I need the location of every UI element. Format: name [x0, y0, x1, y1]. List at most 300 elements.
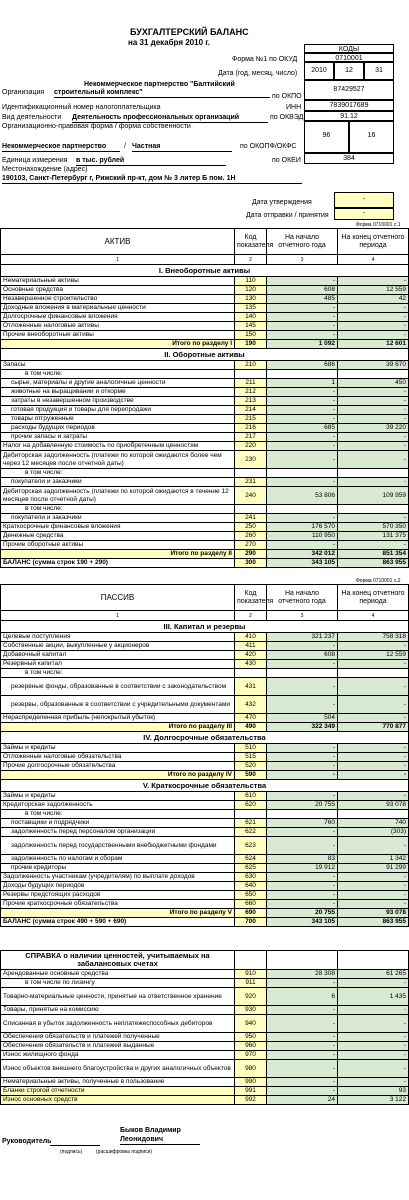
row-label: резервы, образованные в соответствии с учредительными документами	[1, 696, 235, 714]
col-num-3: 3	[267, 255, 338, 265]
asset-row	[1, 532, 409, 541]
row-value-start: -	[267, 837, 338, 855]
assets-header-row	[1, 229, 409, 255]
row-code: 623	[235, 837, 267, 855]
row-value-end: 93 078	[338, 801, 409, 810]
row-code: 210	[235, 361, 267, 370]
asset-row	[1, 406, 409, 415]
report-date: на 31 декабря 2010 г.	[128, 38, 210, 47]
row-value-end: -	[338, 478, 409, 487]
row-code: 110	[235, 277, 267, 286]
liability-row	[1, 771, 409, 780]
row-code: 420	[235, 651, 267, 660]
col-num-4: 4	[338, 255, 409, 265]
ref-title: СПРАВКА о наличии ценностей, учитываемых на забалансовых счетах	[1, 951, 235, 970]
liability-row	[1, 696, 409, 714]
row-value-start: 176 570	[267, 523, 338, 532]
asset-row	[1, 487, 409, 505]
row-value-end: 770 877	[338, 723, 409, 732]
row-label: резервные фонды, образованные в соответствии с законодательством	[1, 678, 235, 696]
row-code: 120	[235, 286, 267, 295]
row-value-start: 1	[267, 379, 338, 388]
liability-row	[1, 642, 409, 651]
row-label: Доходные вложения в материальные ценности	[1, 304, 235, 313]
row-value-start: -	[267, 442, 338, 451]
row-code: 211	[235, 379, 267, 388]
asset-row	[1, 442, 409, 451]
offbalance-row	[1, 1078, 409, 1087]
address-value: 190103, Санкт-Петербург г, Рижский пр-кт, дом № 3 литер Б пом. 1Н	[2, 174, 302, 184]
liability-row	[1, 651, 409, 660]
row-value-end: -	[338, 388, 409, 397]
asset-row	[1, 340, 409, 349]
row-value-start: -	[267, 415, 338, 424]
row-value-start: -	[267, 1015, 338, 1033]
okopf-code: 96	[304, 121, 349, 153]
row-value-end: -	[338, 406, 409, 415]
row-value-start: 322 349	[267, 723, 338, 732]
row-value-start: 6	[267, 988, 338, 1006]
row-value-start: -	[267, 678, 338, 696]
row-label: Нематериальные активы, полученные в пользование	[1, 1078, 235, 1087]
row-label: Бланки строгой отчетности	[1, 1087, 235, 1096]
row-label: Отложенные налоговые активы	[1, 322, 235, 331]
date-day: 31	[364, 62, 394, 80]
row-value-end: -	[338, 1042, 409, 1051]
liab-col-num-1: 1	[1, 611, 235, 621]
asset-row	[1, 541, 409, 550]
legal-form-slash: /	[124, 143, 126, 150]
row-value-start: -	[267, 696, 338, 714]
ownership-value: Частная	[132, 142, 232, 152]
offbalance-row	[1, 1087, 409, 1096]
row-label: Товарно-материальные ценности, принятые на ответственное хранение	[1, 988, 235, 1006]
col-start-header: На начало отчетного года	[267, 229, 338, 255]
row-code: 625	[235, 864, 267, 873]
unit-label: Единица измерения	[2, 157, 68, 164]
row-value-start: -	[267, 1060, 338, 1078]
row-label: в том числе:	[1, 370, 235, 379]
row-value-end: -	[338, 837, 409, 855]
row-value-start: -	[267, 891, 338, 900]
col-num-2: 2	[235, 255, 267, 265]
row-code	[235, 469, 267, 478]
row-value-end: -	[338, 1033, 409, 1042]
okopf-label: по ОКОПФ/ОКФС	[240, 143, 297, 150]
liability-row	[1, 819, 409, 828]
row-label: задолженность перед персоналом организации	[1, 828, 235, 837]
row-code: 135	[235, 304, 267, 313]
okei-code: 384	[304, 153, 394, 164]
row-code: 991	[235, 1087, 267, 1096]
liability-row	[1, 744, 409, 753]
row-value-start: 83	[267, 855, 338, 864]
row-label: сырье, материалы и другие аналогичные ценности	[1, 379, 235, 388]
row-value-start: 343 105	[267, 918, 338, 927]
row-label: Износ основных средств	[1, 1096, 235, 1105]
row-value-end: -	[338, 442, 409, 451]
row-value-end: 93 078	[338, 909, 409, 918]
row-value-end: 109 959	[338, 487, 409, 505]
row-label: Основные средства	[1, 286, 235, 295]
asset-row	[1, 331, 409, 340]
row-value-end: 131 375	[338, 532, 409, 541]
row-value-start: 485	[267, 295, 338, 304]
row-value-start: -	[267, 313, 338, 322]
section-heading: III. Капитал и резервы	[1, 621, 409, 633]
row-value-start: -	[267, 1006, 338, 1015]
asset-row	[1, 388, 409, 397]
row-label: Резервы предстоящих расходов	[1, 891, 235, 900]
row-code: 515	[235, 753, 267, 762]
inn-label: ИНН	[286, 104, 302, 111]
row-code: 214	[235, 406, 267, 415]
liability-row	[1, 753, 409, 762]
row-value-end: -	[338, 900, 409, 909]
col-end-header: На конец отчетного периода	[338, 229, 409, 255]
row-code: 215	[235, 415, 267, 424]
row-label: задолженность по налогам и сборам	[1, 855, 235, 864]
sent-label: Дата отправки / принятия	[246, 212, 329, 219]
row-value-end: 12 601	[338, 340, 409, 349]
row-value-end: -	[338, 514, 409, 523]
row-code: 241	[235, 514, 267, 523]
row-label: Незавершенное строительство	[1, 295, 235, 304]
liab-header-row	[1, 585, 409, 611]
asset-row	[1, 523, 409, 532]
row-label: Итого по разделу V	[1, 909, 235, 918]
row-value-end: -	[338, 678, 409, 696]
date-month: 12	[334, 62, 364, 80]
asset-row	[1, 433, 409, 442]
form-ref-2: Форма 0710001 с.2	[356, 578, 401, 584]
row-value-start: 608	[267, 651, 338, 660]
row-label: БАЛАНС (сумма строк 490 + 590 + 690)	[1, 918, 235, 927]
signature-line	[50, 1144, 100, 1146]
liab-title: ПАССИВ	[1, 585, 235, 611]
row-value-start	[267, 669, 338, 678]
row-code: 130	[235, 295, 267, 304]
liab-col-num-2: 2	[235, 611, 267, 621]
row-label: готовая продукция и товары для перепродажи	[1, 406, 235, 415]
row-label: Собственные акции, выкупленные у акционеров	[1, 642, 235, 651]
row-value-start: -	[267, 744, 338, 753]
row-label: покупатели и заказчики	[1, 514, 235, 523]
activity-value: Деятельность профессиональных организаций	[72, 113, 268, 123]
org-label: Организация	[2, 89, 45, 96]
row-code: 690	[235, 909, 267, 918]
asset-row	[1, 478, 409, 487]
row-value-start: -	[267, 1078, 338, 1087]
row-code	[235, 810, 267, 819]
asset-row	[1, 424, 409, 433]
liability-row	[1, 873, 409, 882]
row-code: 660	[235, 900, 267, 909]
row-value-start: 608	[267, 286, 338, 295]
row-code: 621	[235, 819, 267, 828]
row-label: покупатели и заказчики	[1, 478, 235, 487]
row-value-start: -	[267, 541, 338, 550]
row-label: Долгосрочные финансовые вложения	[1, 313, 235, 322]
row-value-start	[267, 469, 338, 478]
liability-row	[1, 633, 409, 642]
liab-col-end-header: На конец отчетного периода	[338, 585, 409, 611]
row-label: Денежные средства	[1, 532, 235, 541]
form-ref-1: Форма 0710001 с.1	[356, 222, 401, 228]
assets-table	[0, 228, 409, 568]
liab-colnum-row	[1, 611, 409, 621]
row-value-start: -	[267, 979, 338, 988]
row-code: 490	[235, 723, 267, 732]
row-code: 411	[235, 642, 267, 651]
row-code: 624	[235, 855, 267, 864]
row-label: Дебиторская задолженность (платежи по которой ожидаются в течение 12 месяцев после отчетной даты)	[1, 487, 235, 505]
assets-colnum-row	[1, 255, 409, 265]
liability-row	[1, 882, 409, 891]
row-value-end: 851 354	[338, 550, 409, 559]
row-label: прочие запасы и затраты	[1, 433, 235, 442]
liability-row	[1, 660, 409, 669]
row-label: в том числе:	[1, 810, 235, 819]
row-value-end: -	[338, 753, 409, 762]
row-value-start: -	[267, 882, 338, 891]
row-label: Резервный капитал	[1, 660, 235, 669]
row-value-start: -	[267, 433, 338, 442]
row-value-end: 450	[338, 379, 409, 388]
row-code: 260	[235, 532, 267, 541]
row-code: 650	[235, 891, 267, 900]
org-name-line2: строительный комплекс"	[54, 88, 270, 98]
row-label: Итого по разделу II	[1, 550, 235, 559]
row-label: Износ объектов внешнего благоустройства и других аналогичных объектов	[1, 1060, 235, 1078]
row-value-end: -	[338, 1078, 409, 1087]
row-value-end: -	[338, 792, 409, 801]
approval-label: Дата утверждения	[252, 199, 312, 206]
row-code: 140	[235, 313, 267, 322]
name-caption: (расшифровка подписи)	[96, 1149, 153, 1155]
liability-row	[1, 678, 409, 696]
offbalance-row	[1, 1006, 409, 1015]
row-label: Прочие долгосрочные обязательства	[1, 762, 235, 771]
asset-row	[1, 514, 409, 523]
offbalance-row	[1, 970, 409, 979]
okfs-code: 16	[349, 121, 394, 153]
row-label: Добавочный капитал	[1, 651, 235, 660]
row-value-end: 570 350	[338, 523, 409, 532]
row-code: 270	[235, 541, 267, 550]
approval-value: -	[334, 192, 394, 208]
asset-row	[1, 322, 409, 331]
row-code: 980	[235, 1060, 267, 1078]
row-code: 220	[235, 442, 267, 451]
row-label: Износ жилищного фонда	[1, 1051, 235, 1060]
row-label: прочие кредиторы	[1, 864, 235, 873]
liability-row	[1, 909, 409, 918]
row-label: в том числе:	[1, 505, 235, 514]
row-value-start	[267, 505, 338, 514]
liability-row	[1, 918, 409, 927]
row-code: 250	[235, 523, 267, 532]
row-code: 150	[235, 331, 267, 340]
row-value-start	[267, 810, 338, 819]
row-value-end: (303)	[338, 828, 409, 837]
signer-title: Руководитель	[2, 1138, 52, 1145]
section-heading: V. Краткосрочные обязательства	[1, 780, 409, 792]
section-heading: II. Оборотные активы	[1, 349, 409, 361]
row-code: 230	[235, 451, 267, 469]
signer-name-line2: Леонидович	[120, 1135, 200, 1145]
col-code-header: Код показателя	[235, 229, 267, 255]
row-value-end: -	[338, 882, 409, 891]
row-label: Итого по разделу I	[1, 340, 235, 349]
row-value-end: 863 955	[338, 559, 409, 568]
row-value-end: -	[338, 744, 409, 753]
row-value-end: -	[338, 304, 409, 313]
row-code: 410	[235, 633, 267, 642]
row-value-end: -	[338, 771, 409, 780]
row-value-start: -	[267, 762, 338, 771]
row-value-end: -	[338, 541, 409, 550]
row-label: Обеспечения обязательств и платежей полученные	[1, 1033, 235, 1042]
row-code: 630	[235, 873, 267, 882]
row-label: Краткосрочные финансовые вложения	[1, 523, 235, 532]
liability-row	[1, 621, 409, 633]
row-code: 930	[235, 1006, 267, 1015]
row-label: Займы и кредиты	[1, 744, 235, 753]
row-label: Товары, принятые на комиссию	[1, 1006, 235, 1015]
row-value-start: -	[267, 304, 338, 313]
liability-row	[1, 837, 409, 855]
row-value-start: 20 755	[267, 909, 338, 918]
asset-row	[1, 397, 409, 406]
row-label: Арендованные основные средства	[1, 970, 235, 979]
asset-row	[1, 349, 409, 361]
row-value-start: 53 806	[267, 487, 338, 505]
row-value-start: -	[267, 828, 338, 837]
liability-row	[1, 714, 409, 723]
asset-row	[1, 304, 409, 313]
okpo-label: по ОКПО	[272, 93, 302, 100]
okpo-code: 87429527	[304, 80, 394, 100]
liability-row	[1, 669, 409, 678]
offbalance-row	[1, 1042, 409, 1051]
row-label: животные на выращивании и откорме	[1, 388, 235, 397]
row-value-start: -	[267, 771, 338, 780]
row-code	[235, 370, 267, 379]
row-code: 213	[235, 397, 267, 406]
row-value-end: -	[338, 415, 409, 424]
row-value-end: -	[338, 660, 409, 669]
asset-row	[1, 550, 409, 559]
row-value-end: 1 435	[338, 988, 409, 1006]
row-value-end: -	[338, 451, 409, 469]
row-code: 970	[235, 1051, 267, 1060]
row-value-start: 321 237	[267, 633, 338, 642]
liabilities-table	[0, 584, 409, 927]
unit-value: в тыс. рублей	[76, 156, 226, 166]
row-value-end	[338, 669, 409, 678]
row-value-start: -	[267, 753, 338, 762]
offbalance-row	[1, 979, 409, 988]
row-label: Доходы будущих периодов	[1, 882, 235, 891]
sign-caption: (подпись)	[60, 1149, 83, 1155]
offbalance-row	[1, 1051, 409, 1060]
row-value-start: -	[267, 331, 338, 340]
inn-label-left: Идентификационный номер налогоплательщика	[2, 104, 161, 111]
col-num-1: 1	[1, 255, 235, 265]
row-value-end: 12 559	[338, 651, 409, 660]
row-code: 470	[235, 714, 267, 723]
date-year: 2010	[304, 62, 334, 80]
row-label: Налог на добавленную стоимость по приобретенным ценностям	[1, 442, 235, 451]
row-value-start: -	[267, 873, 338, 882]
row-value-end: -	[338, 322, 409, 331]
row-label: в том числе по лизингу	[1, 979, 235, 988]
row-value-start: -	[267, 1033, 338, 1042]
asset-row	[1, 286, 409, 295]
offbalance-row	[1, 1033, 409, 1042]
row-code: 231	[235, 478, 267, 487]
row-label: Прочие оборотные активы	[1, 541, 235, 550]
row-value-end: -	[338, 433, 409, 442]
row-label: БАЛАНС (сумма строк 190 + 290)	[1, 559, 235, 568]
row-label: Нераспределенная прибыль (непокрытый убыток)	[1, 714, 235, 723]
liability-row	[1, 723, 409, 732]
row-value-end: 42	[338, 295, 409, 304]
row-value-start: -	[267, 478, 338, 487]
form-label: Форма №1 по ОКУД	[232, 56, 298, 63]
row-value-end: -	[338, 714, 409, 723]
liability-row	[1, 762, 409, 771]
liab-col-num-4: 4	[338, 611, 409, 621]
row-value-end: -	[338, 762, 409, 771]
row-code: 990	[235, 1078, 267, 1087]
org-name-line1: Некоммерческое партнерство "Балтийский	[84, 81, 235, 88]
row-label: Нематериальные активы	[1, 277, 235, 286]
row-code: 431	[235, 678, 267, 696]
row-value-end: -	[338, 642, 409, 651]
row-code: 216	[235, 424, 267, 433]
row-value-start: 20 755	[267, 801, 338, 810]
liability-row	[1, 828, 409, 837]
asset-row	[1, 313, 409, 322]
row-value-start: 19 912	[267, 864, 338, 873]
asset-row	[1, 451, 409, 469]
row-label: Списанная в убыток задолженность неплатежеспособных дебиторов	[1, 1015, 235, 1033]
asset-row	[1, 415, 409, 424]
row-label: Отложенные налоговые обязательства	[1, 753, 235, 762]
row-value-end: -	[338, 891, 409, 900]
page-title: БУХГАЛТЕРСКИЙ БАЛАНС	[130, 27, 249, 37]
row-label: затраты в незавершенном производстве	[1, 397, 235, 406]
row-code: 217	[235, 433, 267, 442]
asset-row	[1, 277, 409, 286]
row-code: 520	[235, 762, 267, 771]
row-value-start	[267, 370, 338, 379]
liability-row	[1, 891, 409, 900]
signer-name-line1: Быков Владимир	[120, 1127, 181, 1134]
row-value-end: -	[338, 397, 409, 406]
row-code: 300	[235, 559, 267, 568]
row-code: 590	[235, 771, 267, 780]
row-label: Прочие краткосрочные обязательства	[1, 900, 235, 909]
liability-row	[1, 792, 409, 801]
row-code: 240	[235, 487, 267, 505]
row-label: Запасы	[1, 361, 235, 370]
row-code: 622	[235, 828, 267, 837]
liability-row	[1, 780, 409, 792]
offbalance-row	[1, 988, 409, 1006]
